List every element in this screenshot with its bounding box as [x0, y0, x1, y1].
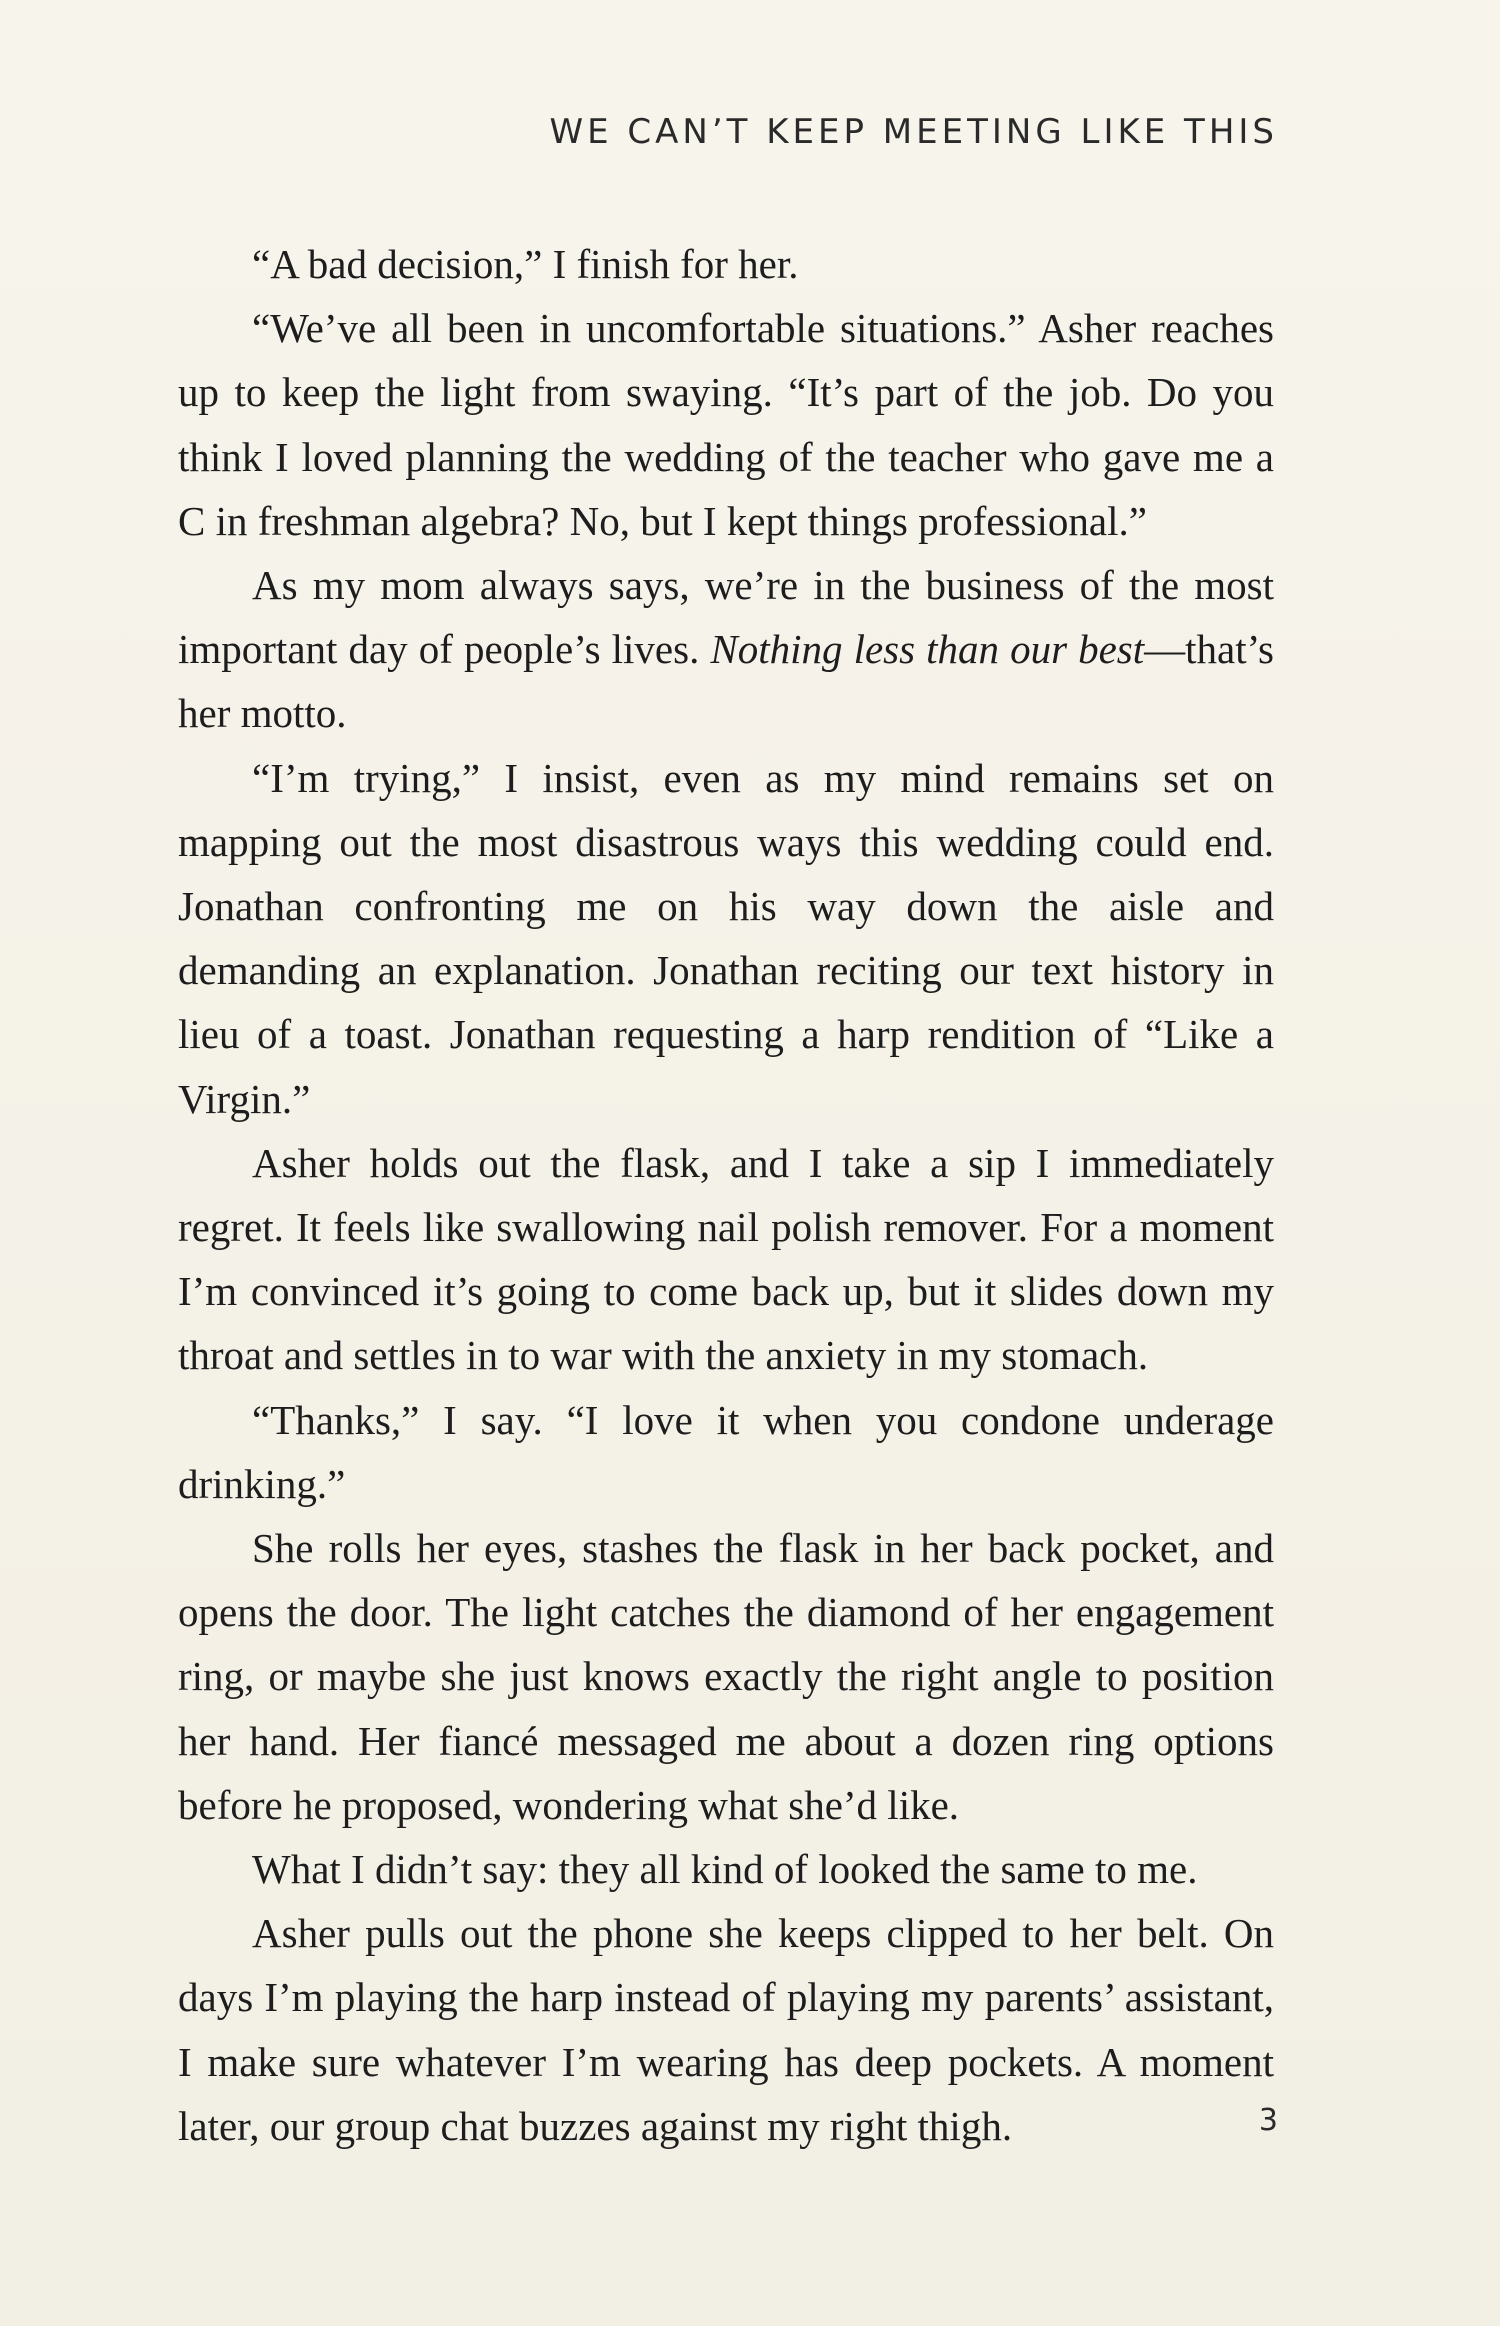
paragraph-2: “We’ve all been in uncomfortable situations.” Asher reaches up to keep the light from swaying. “It’s part of the job. Do you think I loved planning the wedding of the teacher who gave me a C in freshman algebra? No, but I kept things professional.”: [178, 305, 1274, 544]
body-text: [178, 232, 1274, 2158]
paragraph-3-italic-motto: Nothing less than our best: [710, 626, 1145, 673]
paragraph-1: “A bad decision,” I finish for her.: [252, 241, 799, 287]
paragraph-7: She rolls her eyes, stashes the flask in her back pocket, and opens the door. The light catches the diamond of her engagement ring, or maybe she just knows exactly the right angle to position her hand. Her fiancé messaged me about a dozen ring options before he proposed, wondering what she’d like.: [178, 1525, 1274, 1828]
paragraph-3: [178, 553, 1274, 746]
paragraph-3-text-after: —that’s her motto.: [178, 626, 1274, 737]
page-number: 3: [1258, 2103, 1278, 2138]
paragraph-8: What I didn’t say: they all kind of looked the same to me.: [252, 1846, 1198, 1893]
paragraph-5: Asher holds out the flask, and I take a sip I immediately regret. It feels like swallowing nail polish remover. For a moment I’m convinced it’s going to come back up, but it slides down my throat and settles in to war with the anxiety in my stomach.: [178, 1139, 1274, 1379]
paragraph-3-text-before: As my mom always says, we’re in the business of the most important day of people’s lives.: [178, 562, 1274, 673]
paragraph-6: “Thanks,” I say. “I love it when you condone underage drinking.”: [178, 1396, 1274, 1507]
running-head: WE CAN’T KEEP MEETING LIKE THIS: [549, 112, 1278, 152]
paragraph-4: “I’m trying,” I insist, even as my mind remains set on mapping out the most disastrous ways this wedding could end. Jonathan confronting me on his way down the aisle and demanding an explanation. Jonathan reciting our text history in lieu of a toast. Jonathan requesting a harp rendition of “Like a Virgin.”: [178, 754, 1274, 1122]
paragraph-9: Asher pulls out the phone she keeps clipped to her belt. On days I’m playing the harp instead of playing my parents’ assistant, I make sure whatever I’m wearing has deep pockets. A moment later, our group chat buzzes against my right thigh.: [178, 1910, 1274, 2149]
